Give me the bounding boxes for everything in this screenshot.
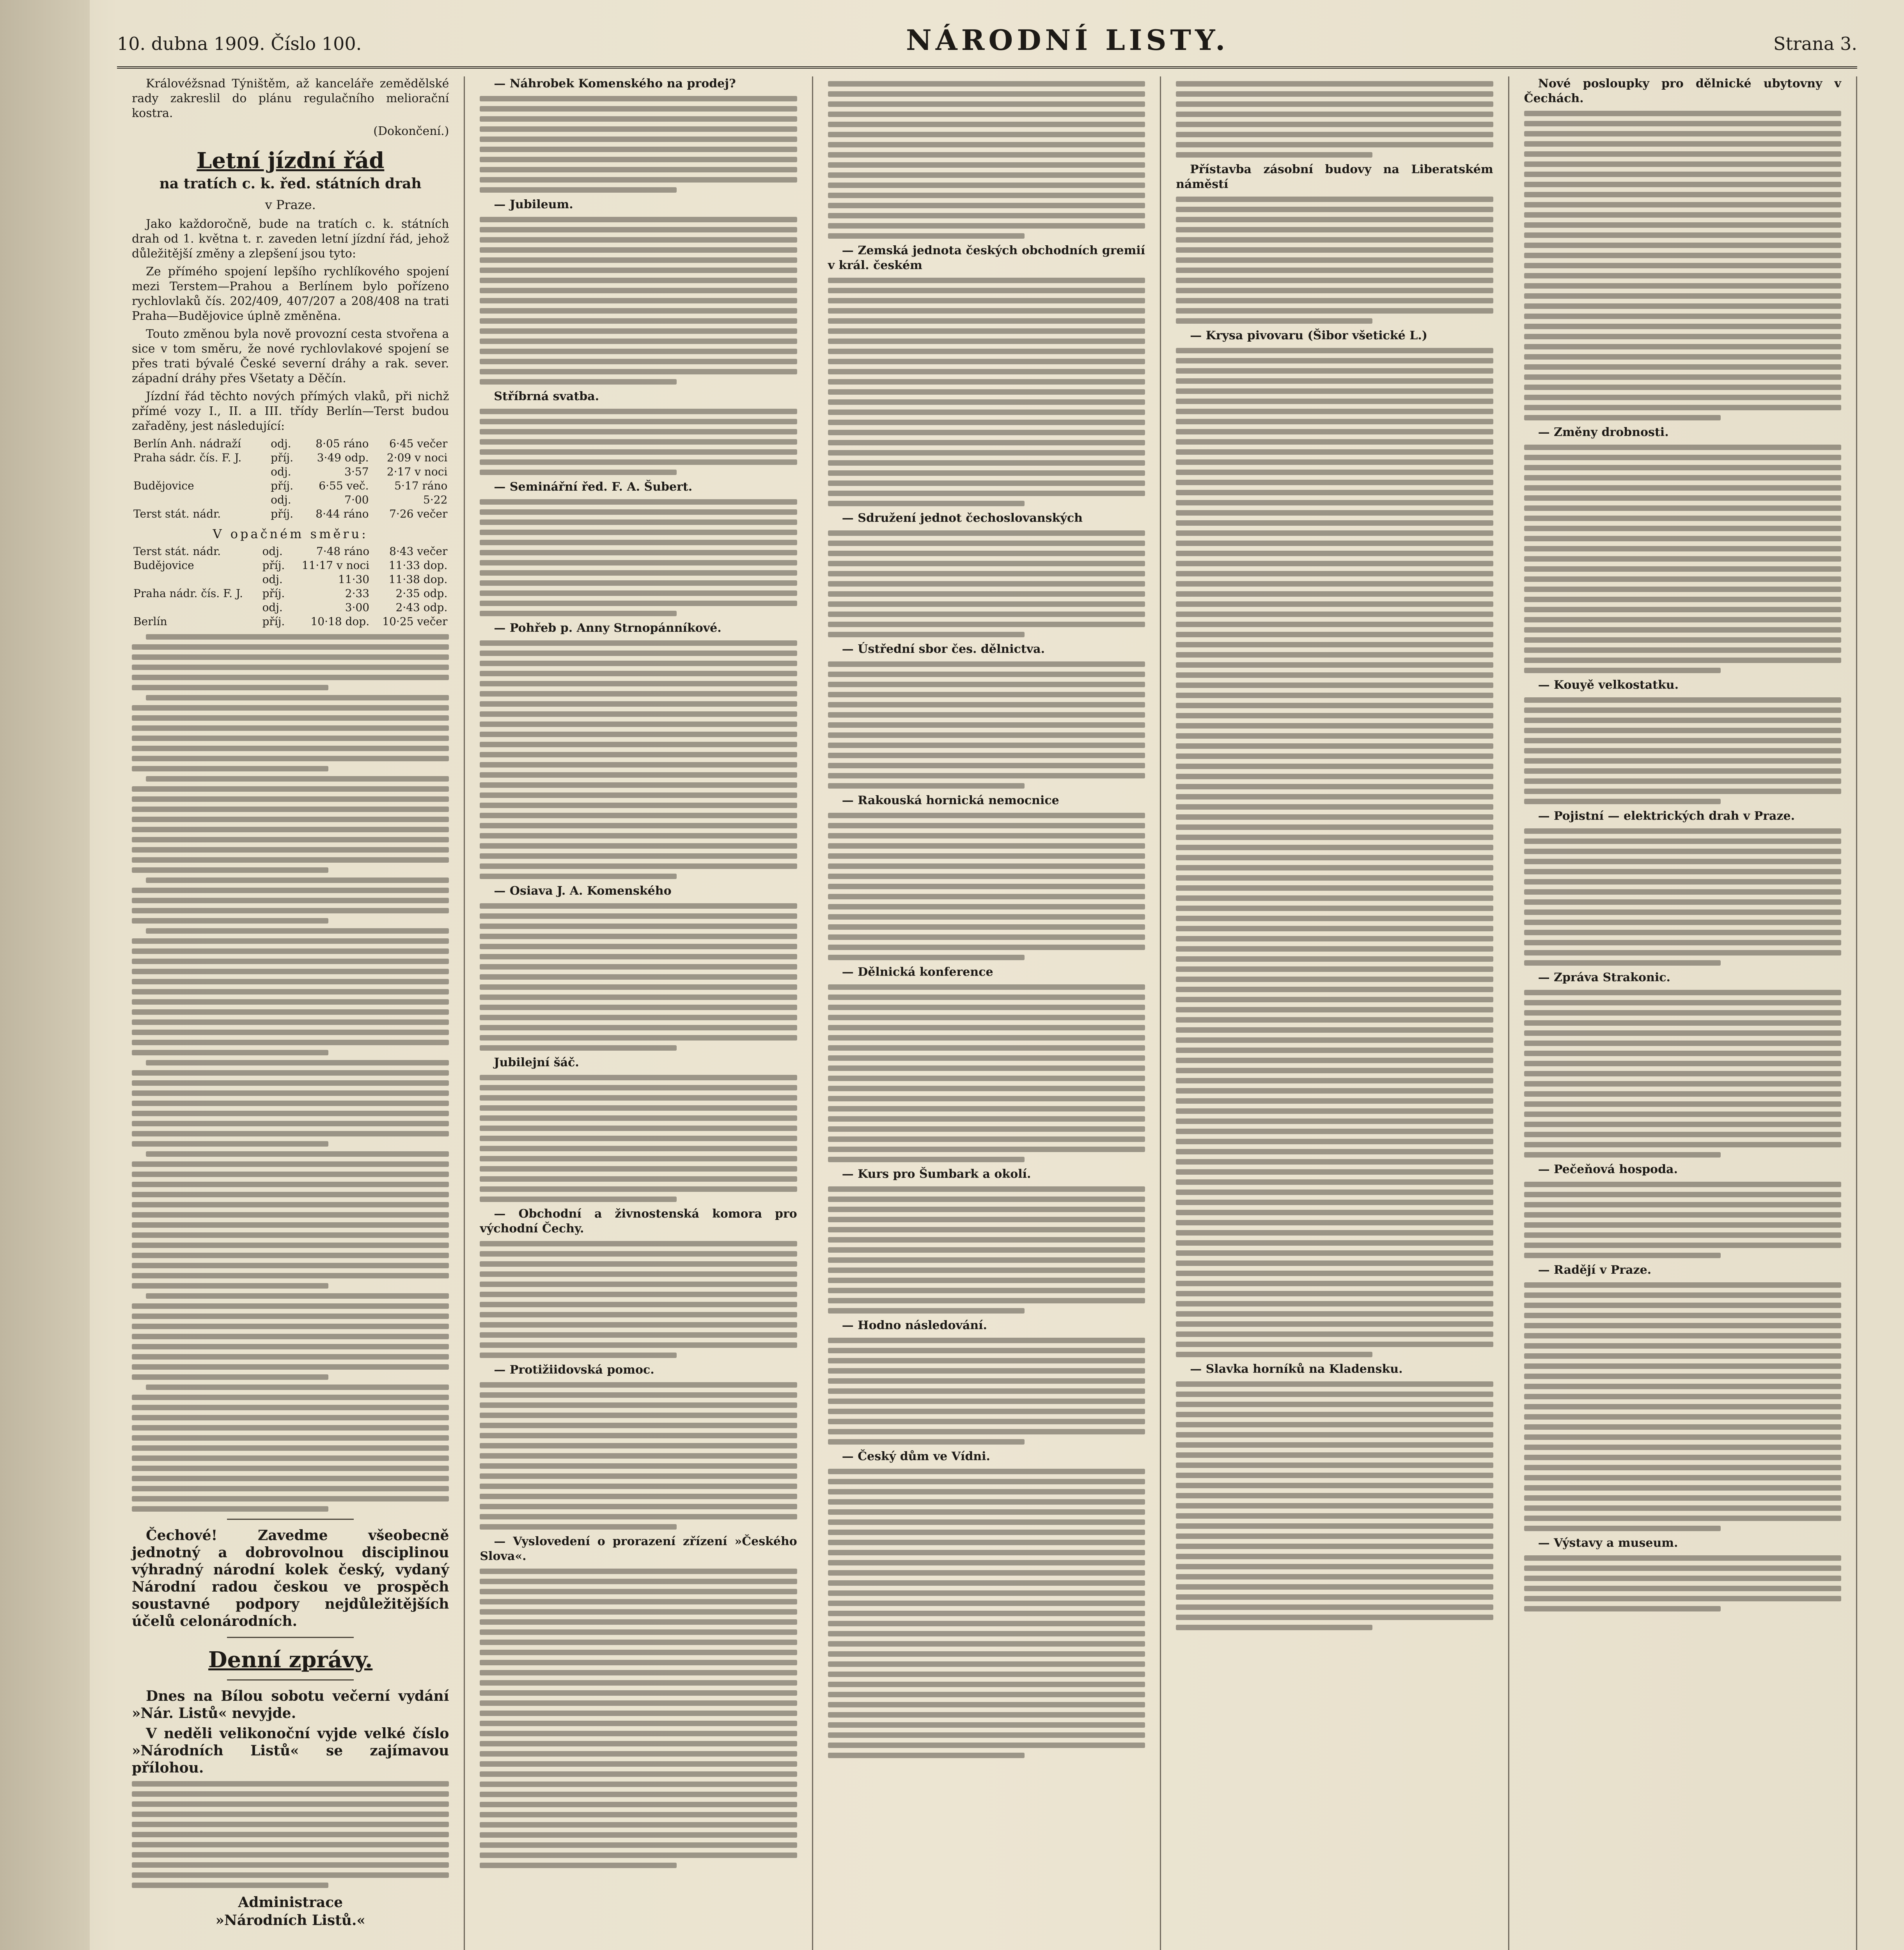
body-text-lines [480,1382,797,1530]
timetable-row [132,615,449,629]
timetable-cell [132,493,269,507]
body-text-lines [828,984,1145,1162]
timetable-row [132,573,449,587]
article-heading: — Náhrobek Komenského na prodej? [494,77,736,90]
holiday-notice: Dnes na Bílou sobotu večerní vydání »Nár. Listů« nevyjde. [132,1688,449,1721]
timetable-row [132,558,449,573]
article-heading: Nové posloupky pro dělnické ubytovny v Čechách. [1524,77,1841,105]
timetable-cell: 3·00 [345,601,370,614]
body-text-lines [480,499,797,616]
article-heading: — Sdružení jednot čechoslovanských [842,511,1083,525]
body-text-lines [480,1241,797,1358]
timetable-cell: odj. [262,545,283,558]
timetable-cell: Terst stát. nádr. [133,545,221,558]
administration-signature: Administrace »Národních Listů.« [215,1894,365,1929]
timetable-cell: Budějovice [133,559,194,572]
article-heading: Stříbrná svatba. [494,390,599,403]
body-text-lines [828,1469,1145,1758]
timetable-cell: 6·55 več. [319,479,369,492]
timetable-cell: Berlín Anh. nádraží [133,437,241,450]
timetable-cell: 11·33 dop. [388,559,448,572]
article-columns [117,76,1857,1950]
timetable-cell: Praha nádr. čís. F. J. [133,587,243,600]
timetable-cell: 2·33 [345,587,370,600]
timetable-cell: 5·22 [423,493,448,506]
timetable-cell: Budějovice [133,479,194,492]
timetable-cell: 8·05 ráno [316,437,369,450]
body-text-lines [828,813,1145,960]
article-heading: — Radějí v Praze. [1538,1263,1652,1277]
body-text-lines [1524,1282,1841,1531]
body-text-lines [1524,111,1841,420]
news-section-heading: Denní zprávy. [208,1647,373,1673]
body-text-lines [828,661,1145,789]
article-heading: — Pečeňová hospoda. [1538,1163,1678,1176]
body-text-lines [132,1781,449,1888]
body-text-lines [480,1569,797,1868]
issue-date: 10. dubna 1909. Číslo 100. [117,33,362,54]
timetable-cell: příj. [271,479,294,492]
timetable-row [132,544,449,558]
timetable-cell: příj. [262,559,285,572]
timetable-cell: 2·43 odp. [395,601,448,614]
column-4 [1161,76,1509,1950]
timetable-cell: 11·30 [338,573,370,586]
timetable-intro: Jako každoročně, bude na tratích c. k. státních drah od 1. května t. r. zaveden letní jízdní řád, jehož důležitější změny a zlepšení jsou tyto: [132,217,449,261]
timetable-cell: odj. [271,437,291,450]
body-text-lines [1176,348,1493,1357]
column-5 [1509,76,1857,1950]
timetable-cell: 7·00 [344,493,369,506]
column-1 [117,76,465,1950]
article-heading: — Slavka horníků na Kladensku. [1190,1362,1403,1376]
article-heading: Přístavba zásobní budovy na Liberatském náměstí [1176,163,1493,191]
body-text-lines [480,96,797,193]
timetable-cell: 2·17 v noci [386,465,448,478]
timetable-cell: 2·09 v noci [386,451,448,464]
timetable-cell: odj. [262,573,283,586]
timetable-paragraph: Touto změnou byla nově provozní cesta stvořena a sice v tom směru, že nové rychlovlakové spojení se přes trati bývalé České severní dráhy a rak. sever. západní dráhy přes Všetaty a Děčín. [132,327,449,385]
article-heading: — Seminářní řed. F. A. Šubert. [494,480,693,494]
article-heading: — Rakouská hornická nemocnice [842,794,1059,807]
timetable-cell: příj. [271,451,294,464]
body-text-lines [1524,990,1841,1158]
timetable-cell: odj. [271,465,291,478]
timetable-paragraph: Ze přímého spojení lepšího rychlíkového spojení mezi Terstem—Prahou a Berlínem bylo pořízeno rychlovlaků čís. 202/409, 407/207 a 208/408 na trati Praha—Budějovice úplně změněna. [132,265,449,323]
timetable-cell [132,601,261,615]
article-heading: — Český dům ve Vídni. [842,1450,990,1463]
page-binding-shadow [0,0,90,1950]
column-3 [813,76,1161,1950]
timetable-cell: 3·49 odp. [317,451,369,464]
article-heading: — Krysa pivovaru (Šibor všetické L.) [1190,329,1427,342]
easter-issue-notice: V neděli velikonoční vyjde velké číslo »Národních Listů« se zajímavou přílohou. [132,1725,449,1776]
article-heading: — Hodno následování. [842,1319,987,1332]
timetable-cell: odj. [271,493,291,506]
body-text-lines [480,903,797,1051]
body-text-lines [1524,828,1841,966]
timetable-location: v Praze. [265,197,316,212]
timetable-row [132,451,449,465]
timetable-cell: 5·17 ráno [394,479,448,492]
newspaper-title: NÁRODNÍ LISTY. [906,23,1229,57]
timetable-cell: příj. [262,615,285,628]
timetable-cell: 7·26 večer [389,507,448,520]
divider [227,1679,354,1681]
timetable-cell: 2·35 odp. [395,587,448,600]
timetable-cell: odj. [262,601,283,614]
lead-paragraph: Královéžsnad Týništěm, až kanceláře zemědělské rady zakreslil do plánu regulačního meliorační kostra. [132,77,449,120]
body-text-lines [1176,1381,1493,1630]
body-text-lines [480,1075,797,1202]
timetable-paragraph: Jízdní řád těchto nových přímých vlaků, při nichž přímé vozy I., II. a III. třídy Berlín—Terst budou zařaděny, jest následující: [132,390,449,433]
timetable-row [132,507,449,521]
timetable-return-title: V opačném směru: [213,526,368,541]
body-text-lines [480,640,797,879]
article-heading: — Obchodní a živnostenská komora pro východní Čechy. [480,1207,797,1236]
page-number: Strana 3. [1773,33,1857,54]
body-text-lines [1176,81,1493,158]
timetable-cell: 8·43 večer [389,545,448,558]
body-text-lines [828,1338,1145,1445]
notice-kolek: Čechové! Zavedme všeobecně jednotný a dobrovolnou disciplinou výhradný národní kolek český, vydaný Národní radou českou ve prospěch soustavné podpory nejdůležitějších účelů celonárodních. [132,1527,449,1629]
timetable-cell: 10·18 dop. [310,615,370,628]
timetable-cell: Berlín [133,615,167,628]
article-heading: — Dělnická konference [842,965,993,979]
article-heading: — Jubileum. [494,198,573,211]
timetable-cell: 10·25 večer [382,615,448,628]
article-heading: — Zpráva Strakonic. [1538,971,1670,984]
timetable-cell: 11·38 dop. [388,573,448,586]
body-text-lines [828,530,1145,637]
article-heading: — Ústřední sbor čes. dělnictva. [842,642,1045,656]
article-heading: — Kouyě velkostatku. [1538,678,1679,692]
timetable-subheading: na tratích c. k. řed. státních drah [159,176,422,192]
timetable-row [132,601,449,615]
timetable-cell: 7·48 ráno [316,545,370,558]
timetable-cell: příj. [262,587,285,600]
lead-signature: (Dokončení.) [373,124,449,138]
body-text-lines [828,278,1145,506]
timetable-heading: Letní jízdní řád [197,148,385,174]
timetable-return [132,544,449,629]
article-heading: Jubilejní šáč. [494,1056,579,1069]
body-text-lines [828,1186,1145,1314]
body-text-lines [480,217,797,385]
article-heading: — Pojistní — elektrických drah v Praze. [1538,809,1795,823]
body-text-lines [828,81,1145,239]
column-2 [465,76,813,1950]
timetable-cell: Terst stát. nádr. [133,507,221,520]
body-text-lines [480,409,797,475]
article-heading: — Zemská jednota českých obchodních gremií v král. českém [828,244,1145,272]
body-text-lines [1176,197,1493,324]
article-heading: — Osiava J. A. Komenského [494,884,672,898]
timetable-row [132,437,449,451]
article-heading: — Výstavy a museum. [1538,1536,1678,1550]
timetable-row [132,465,449,479]
body-text-lines [1524,697,1841,804]
timetable-cell: příj. [271,507,294,520]
body-text-lines [132,634,449,1512]
article-heading: — Pohřeb p. Anny Strnopánníkové. [494,621,722,635]
timetable-cell: 3·57 [344,465,369,478]
body-text-lines [1524,1182,1841,1258]
timetable-outbound [132,437,449,521]
timetable-row [132,479,449,493]
body-text-lines [1524,445,1841,673]
article-heading: — Kurs pro Šumbark a okolí. [842,1167,1031,1181]
timetable-cell [132,465,269,479]
timetable-cell [132,573,261,587]
article-heading: — Protižiidovská pomoc. [494,1363,654,1377]
timetable-cell: 8·44 ráno [316,507,369,520]
timetable-cell: Praha sádr. čís. F. J. [133,451,242,464]
masthead [117,23,1857,69]
timetable-cell: 6·45 večer [389,437,448,450]
timetable-cell: 11·17 v noci [301,559,370,572]
divider [227,1637,354,1638]
article-heading: — Změny drobnosti. [1538,425,1669,439]
article-heading: — Vyslovedení o prorazení zřízení »Českého Slova«. [480,1535,797,1563]
timetable-row [132,587,449,601]
divider [227,1519,354,1520]
timetable-row [132,493,449,507]
body-text-lines [1524,1555,1841,1611]
